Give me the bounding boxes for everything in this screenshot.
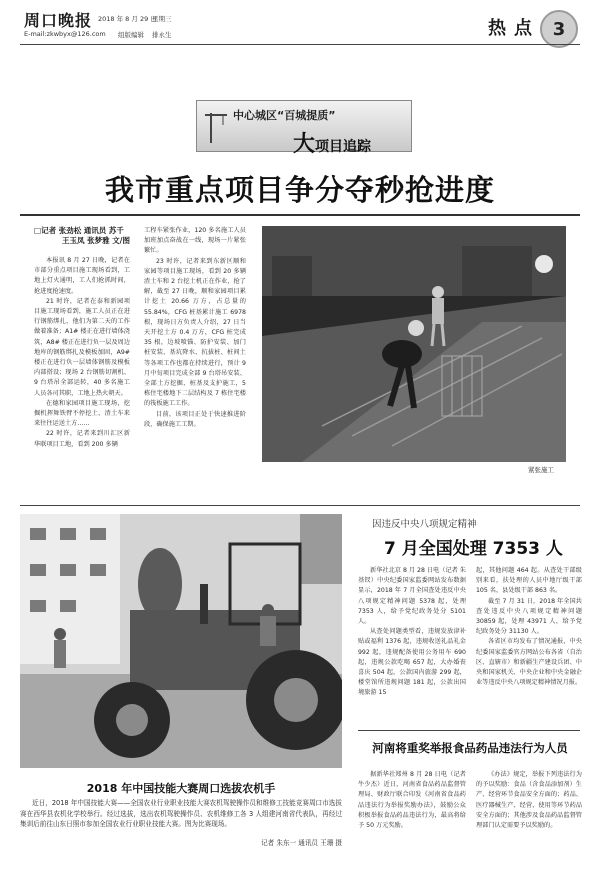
page-number: 3	[552, 18, 566, 40]
article-col2	[144, 226, 246, 430]
project-tracking-banner	[196, 100, 412, 157]
article-col1-p1: 本报讯 8 月 27 日晚，记者在市部分重点项目施工现场看到，工地上灯火通明，工人们抢抓时间，抢进度抢速度。	[34, 257, 130, 295]
article-col2-p2: 23 时许，记者来到东新区顺和家园等项目施工现场，看到 20 多辆渣土车和 2 台挖土机正在作业，抢了解，截至 27 日晚，顺和家园项目累计挖土 20.66 万方，占总量的 55.84%，CFG 桩基累计施工 6978 根，现场日方负责人介绍，27 日当天开挖土方 0.4 万方，CFG 桩完成 35 根，边坡喷锚、防护安装、加门桩安装、基坑降水、抗拔桩、桩间土等各项工作也都在持续进行，预计 9 月中旬项目完成全部 9 台塔吊安装、全部土方挖掘、桩基及支护施工，5 栋住宅楼地下二层结构及 7 栋住宅楼的筏板施工工作。	[144, 257, 246, 408]
issue-weekday: 星期三	[152, 15, 172, 23]
section-title: 热点	[488, 18, 540, 39]
headline-rule	[20, 214, 580, 216]
article-col1-p3: 在德和家园项目施工现场，挖掘机挥舞铁臂不停挖土，渣土车来来往往运送土方……	[34, 399, 130, 428]
construction-photo	[262, 226, 566, 462]
story3-rule	[358, 730, 580, 731]
article-col2-p1: 工程车紧张作业，120 多名施工人员加班加点奋战在一线，现场一片紧张繁忙。	[144, 227, 246, 255]
story3-col2	[476, 770, 582, 831]
story2-title: 7 月全国处理 7353 人	[384, 539, 563, 559]
newspaper-logo: 周口晚报	[24, 11, 93, 30]
section-divider	[20, 505, 580, 506]
main-headline: 我市重点项目争分夺秒抢进度	[104, 173, 495, 207]
story2-col1	[358, 566, 466, 699]
contact-email: E-mail:zkwbyx@126.com	[24, 30, 106, 38]
story3-col1-p1: 据新华社郑州 8 月 28 日电（记者 牛少杰）近日，河南省食品药品监督管理局、财政厅联合印发《河南省食品药品违法行为举报奖励办法》，鼓励公众积极举报食品药品违法行为，最高将给予 50 万元奖励。	[358, 771, 466, 830]
story2-col1-p1: 新华社北京 8 月 28 日电（记者 朱基钗）中央纪委国家监委网站发布数据显示，2018 年 7 月全国查处违反中央八项规定精神问题 5378 起，处理 7353 人，给予党纪政务处分 5101 人。	[358, 567, 466, 626]
editor-role: 组版编辑	[118, 31, 144, 39]
story3-col2-p1: 《办法》规定，举报下列违法行为的予以奖励：食品（含食品添加剂）生产、经营环节食品安全方面的；药品、医疗器械生产、经营、使用等环节药品安全方面的；其他涉及食品药品监督管理部门认定需要予以奖励的。	[476, 771, 582, 830]
header-rule	[20, 44, 580, 45]
page-number-badge	[540, 10, 578, 48]
tractor-photo	[20, 514, 342, 768]
issue-date: 2018 年 8 月 29 日	[98, 15, 157, 23]
story2-col2-p2: 截至 7 月 31 日，2018 年全国共查处违反中央八项规定精神问题 30859 起，处理 43971 人，给予党纪政务处分 31130 人。	[476, 597, 582, 636]
banner-line2: 大项目追踪	[293, 131, 372, 157]
story2-subhead: 因违反中央八项规定精神	[372, 519, 477, 530]
editor-name: 排永生	[152, 31, 172, 39]
crane-icon	[203, 109, 229, 145]
banner-line1: 中心城区“百城提质”	[233, 109, 336, 122]
article-col1	[34, 256, 130, 450]
article-col2-p3: 目前，该项目正处于快速推进阶段，确保施工工期。	[144, 410, 246, 428]
story2-col2-p3: 各省区市均发布了情况通报，中央纪委国家监委官方网站公布各省（自治区、直辖市）和新疆生产建设兵团、中央和国家机关、中央企业和中央金融企业等违反中央八项规定精神情况月报。	[476, 638, 582, 687]
construction-scene-image	[262, 226, 566, 462]
photo2-title: 2018 年中国技能大赛周口选拔农机手	[86, 782, 276, 795]
story3-title: 河南将重奖举报食品药品违法行为人员	[372, 741, 568, 755]
photo2-caption: 近日，2018 年中国技能大赛——全国农业行业职业技能大赛农机驾驶操作员和维修工技能竞赛周口市选拔赛在西华县农机化学校举行。经过选拔，选出农机驾驶操作员、农机维修工各 3 人组建河南省代表队，再经过集训后前往山东日照市参加全国农业行业职业技能大赛。图为比赛现场。	[20, 799, 342, 829]
story2-col2-p1: 起，其他问题 464 起。从查处干部级别来看，扶处理的人员中地厅级干部 105 名，县处级干部 863 名。	[476, 567, 582, 595]
story2-col2	[476, 566, 582, 688]
tractor-scene-image	[20, 514, 342, 768]
byline: □记者 张劲松 通讯员 苏千 王玉凤 张梦雅 文/图	[34, 226, 130, 245]
construction-photo-caption: 紧张施工	[528, 466, 554, 474]
story3-col1	[358, 770, 466, 831]
article-col1-p4: 22 时许，记者来到川汇区新华联项目工地，看到 200 多辆	[34, 430, 130, 448]
article-col1-p2: 21 时许，记者在泰和新园项目施工现场看到，施工人员正在进行钢筋绑扎，他们为第二天的工作做着准备；A1# 楼正在进行墙体浇筑，A8# 楼正在进行负一层及周边地库的钢筋绑扎及模板加固，A9# 楼正在进行负一层墙体钢筋及模板内部搭设；现场 2 台钢筋切割机、9 台塔吊全部运转，40 多名施工人员各司其职，工地上热火朝天。	[34, 297, 130, 397]
photo2-credit: 记者 朱东一 通讯员 王珊 摄	[261, 839, 342, 847]
story2-col1-p2: 从查处问题类型看，违规发放津补贴或福利 1376 起，违规收送礼品礼金 992 起，违规配备使用公务用车 690 起，违规公款吃喝 657 起，大办婚丧喜庆 504 起，公款国内旅游 299 起，楼堂馆所违规问题 181 起，公款出国境旅游 15	[358, 628, 466, 697]
